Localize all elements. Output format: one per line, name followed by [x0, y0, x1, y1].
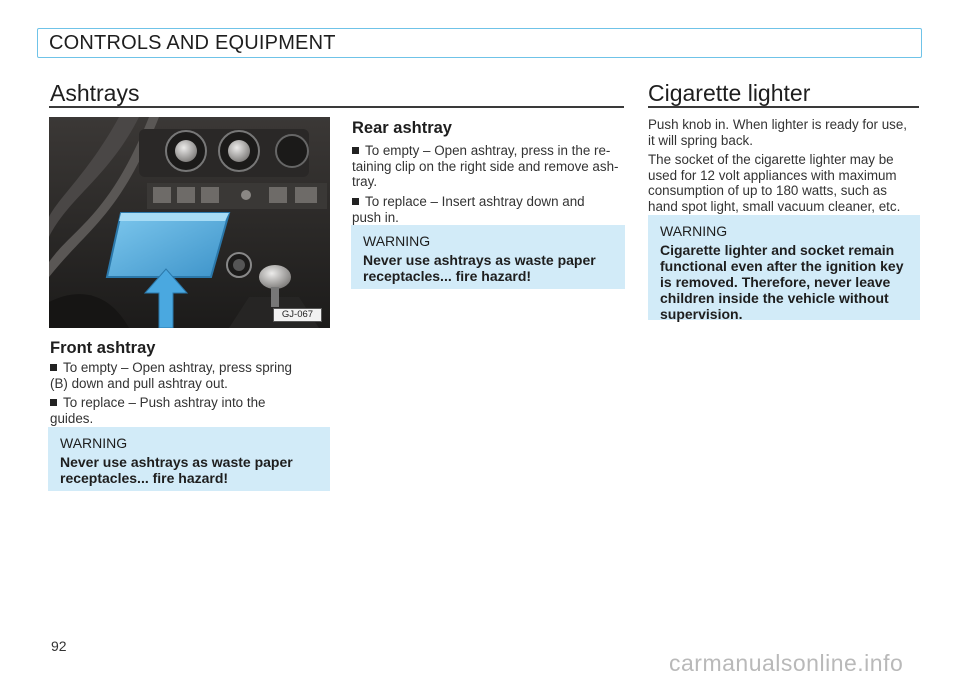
rear-ashtray-warning [351, 225, 625, 289]
text-line: used for 12 volt appliances with maximum [648, 167, 897, 183]
text-line: To replace – Push ashtray into the [50, 395, 332, 411]
warning-line: Cigarette lighter and socket remain [660, 242, 895, 258]
front-ashtray-item-empty [50, 360, 332, 391]
warning-line: children inside the vehicle without [660, 290, 889, 306]
front-ashtray-subhead: Front ashtray [50, 339, 156, 357]
rear-ashtray-item-empty [352, 143, 626, 190]
warning-line: supervision. [660, 306, 743, 322]
warning-line: is removed. Therefore, never leave [660, 274, 891, 290]
ashtrays-rule [49, 106, 624, 108]
ashtrays-title: Ashtrays [50, 80, 140, 106]
text-line: The socket of the cigarette lighter may be [648, 152, 894, 167]
lighter-para-socket [648, 152, 920, 214]
lighter-title: Cigarette lighter [648, 80, 811, 106]
warning-line: receptacles... fire hazard! [363, 268, 532, 284]
text-line: (B) down and pull ashtray out. [50, 375, 228, 391]
warning-title: WARNING [660, 223, 728, 239]
watermark-text: carmanualsonline.info [669, 650, 904, 676]
text-line: Push knob in. When lighter is ready for use, [648, 117, 908, 132]
warning-line: Never use ashtrays as waste paper [60, 454, 293, 470]
bullet-square-icon [50, 364, 57, 371]
text-line: To empty – Open ashtray, press spring [50, 360, 332, 376]
bullet-square-icon [50, 399, 57, 406]
text-line: To empty – Open ashtray, press in the re- [352, 143, 626, 159]
warning-line: receptacles... fire hazard! [60, 470, 229, 486]
text-line: push in. [352, 209, 399, 225]
text-line: it will spring back. [648, 132, 753, 148]
image-code-label: GJ-067 [273, 308, 322, 322]
bullet-square-icon [352, 147, 359, 154]
text-line: consumption of up to 180 watts, such as [648, 183, 887, 198]
lighter-warning [648, 215, 920, 320]
warning-line: Never use ashtrays as waste paper [363, 252, 596, 268]
text-line: To replace – Insert ashtray down and [352, 194, 626, 210]
text-line: guides. [50, 410, 94, 426]
lighter-rule [648, 106, 919, 108]
warning-title: WARNING [363, 233, 431, 249]
warning-title: WARNING [60, 435, 128, 451]
lighter-para-usage [648, 117, 920, 148]
bullet-square-icon [352, 198, 359, 205]
text-line: taining clip on the right side and remove ash- [352, 158, 619, 174]
warning-line: functional even after the ignition key [660, 258, 904, 274]
rear-ashtray-item-replace [352, 194, 626, 225]
text-line: tray. [352, 174, 378, 189]
chapter-header [37, 28, 922, 58]
ashtray-photo [49, 117, 330, 328]
ashtray-photo-illustration [49, 117, 330, 328]
chapter-title: CONTROLS AND EQUIPMENT [49, 32, 336, 54]
page-number: 92 [51, 638, 67, 654]
text-line: hand spot light, small vacuum cleaner, etc. [648, 198, 901, 214]
front-ashtray-warning [48, 427, 330, 491]
front-ashtray-item-replace [50, 395, 332, 426]
rear-ashtray-subhead: Rear ashtray [352, 119, 452, 137]
